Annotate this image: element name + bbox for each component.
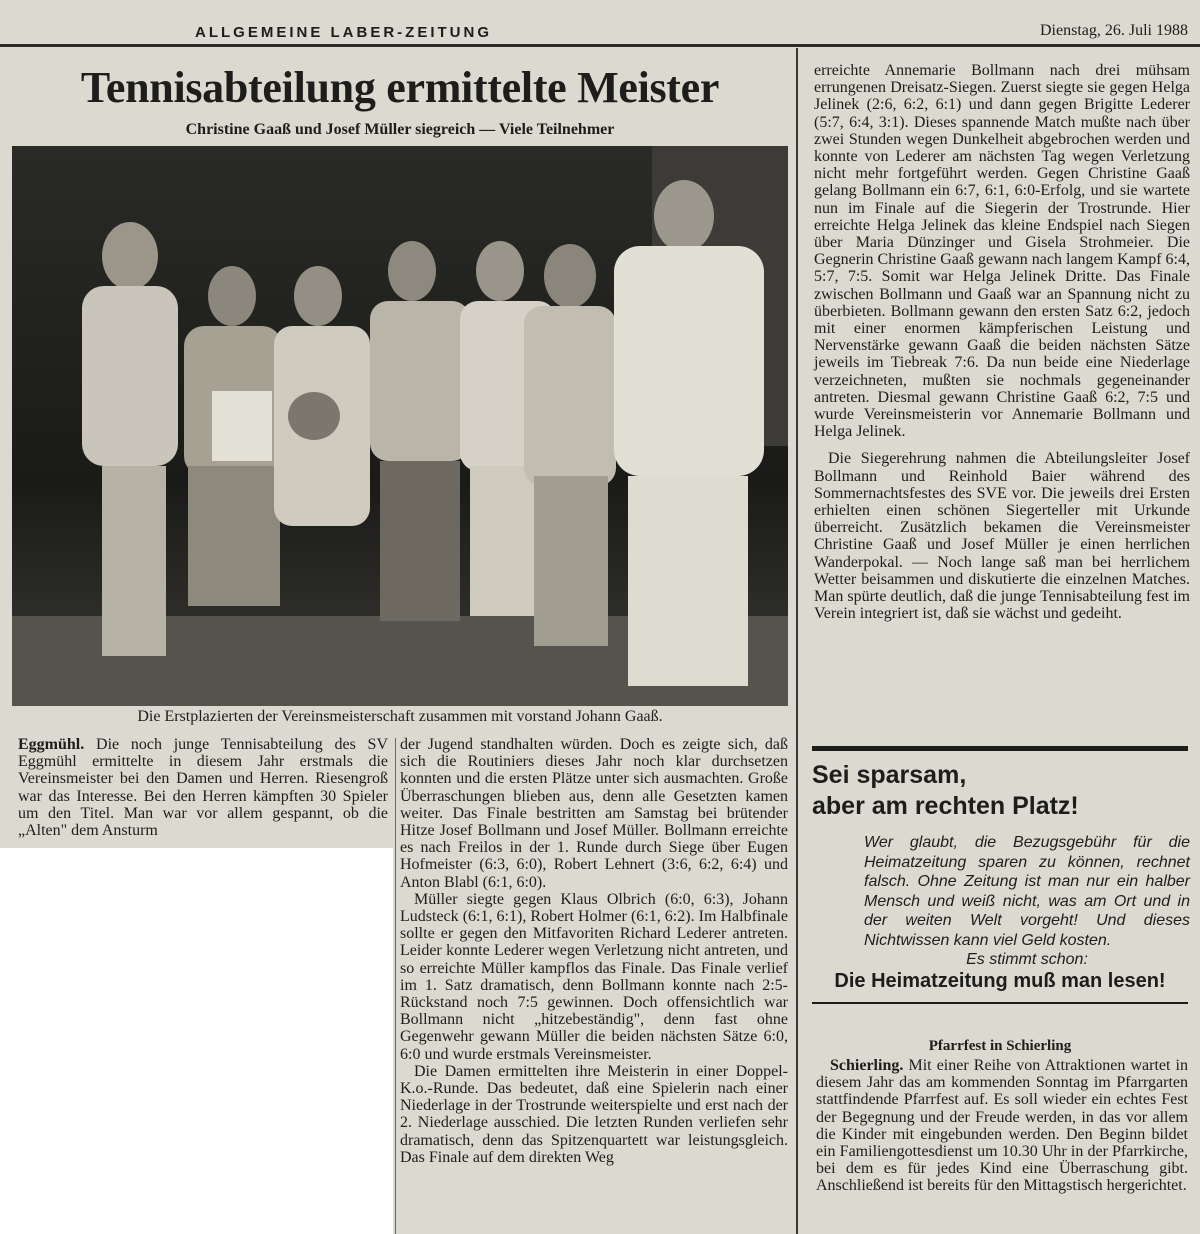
article-dateline: Eggmühl.	[18, 736, 85, 753]
ad-title	[812, 760, 1188, 822]
article-column-2	[400, 736, 788, 1166]
ad-title-line: Sei sparsam,	[812, 761, 967, 789]
short-item-body	[816, 1057, 1188, 1195]
article-paragraph: der Jugend standhalten würden. Doch es zeigte sich, daß sich die Routiniers dieses Jahr noch klar durchsetzen konnten und die ersten Plätze unter sich ausmachten. Große Überraschungen blieben aus, denn alle Gesetzten kamen weiter. Das Finale bestritten am Samstag bei brütender Hitze Josef Bollmann und Josef Müller. Bollmann erreichte es nach Freilos in der 1. Runde durch Siege über Eugen Hofmeister (6:3, 6:0), Robert Lehnert (3:6, 6:2, 6:4) und Anton Blabl (6:1, 6:0).	[400, 736, 788, 891]
short-item-title: Pfarrfest in Schierling	[928, 1038, 1072, 1054]
group-photo-image	[12, 146, 788, 706]
ad-bottom-rule	[812, 1002, 1188, 1004]
ad-closing: Es stimmt schon:	[966, 951, 1088, 968]
ad-top-rule	[812, 746, 1188, 751]
issue-date: Dienstag, 26. Juli 1988	[1040, 22, 1188, 39]
photo-caption: Die Erstplazierten der Vereinsmeisterschaft zusammen mit vorstand Johann Gaaß.	[137, 708, 663, 725]
newspaper-name: ALLGEMEINE LABER-ZEITUNG	[195, 24, 492, 41]
blank-area	[0, 848, 393, 1234]
article-paragraph: Die noch junge Tennisabteilung des SV Eggmühl ermittelte in diesem Jahr erstmals die Vereinsmeister bei den Damen und Herren. Riesengroß war das Interesse. Bei den Herren kämpften 30 Spieler um den Titel. Man war vor allem gespannt, ob die „Alten" dem Ansturm	[18, 736, 389, 840]
column-divider-right	[796, 48, 798, 1234]
short-item-dateline: Schierling.	[830, 1057, 904, 1074]
article-paragraph: Die Damen ermittelten ihre Meisterin in einer Doppel-K.o.-Runde. Das bedeutet, daß eine Spielerin nach einer Niederlage in der Trostrunde weiterspielte und erst nach der 2. Niederlage ausschied. Die letzten Runden verliefen sehr dramatisch, denn das Spitzenquartett war leistungsgleich. Das Finale auf dem direkten Weg	[400, 1062, 788, 1166]
article-headline: Tennisabteilung ermittelte Meister	[80, 63, 720, 112]
article-paragraph: Müller siegte gegen Klaus Olbrich (6:0, 6:3), Johann Ludsteck (6:1, 6:1), Robert Holmer (6:1, 6:2). Im Halbfinale sollte er gegen den Mitfavoriten Richard Lederer antreten. Leider konnte Lederer wegen Verletzung nicht antreten, und so erreichte Müller kampflos das Finale. Das Finale verlief im 1. Satz dramatisch, denn Bollmann konnte nach 2:5-Rückstand noch 7:5 gewinnen. Doch offensichtlich war Bollmann nicht „hitzebeständig", denn fast ohne Gegenwehr gewann Müller die beiden nächsten Sätze 6:0, 6:0 und wurde erstmals Vereinsmeister.	[400, 890, 788, 1063]
article-paragraph: Die Siegerehrung nahmen die Abteilungsleiter Josef Bollmann und Reinhold Baier während des Sommernachtsfestes des SVE vor. Die jeweils drei Ersten erhielten einen schönen Siegerteller mit Urkunde überreicht. Zusätzlich bekamen die Vereinsmeister Christine Gaaß und Josef Müller je einen herrlichen Wanderpokal. — Noch lange saß man bei herrlichem Wetter beisammen und diskutierte die einzelnen Matches. Man spürte deutlich, daß die junge Tennisabteilung fest im Verein integriert ist, daß sie wächst und gedeiht.	[814, 450, 1190, 623]
article-column-3	[814, 62, 1190, 623]
ad-slogan: Die Heimatzeitung muß man lesen!	[834, 970, 1166, 992]
column-divider-left	[395, 738, 396, 1234]
group-photo	[12, 146, 788, 706]
short-item-text: Mit einer Reihe von Attraktionen wartet in diesem Jahr das am kommenden Sonntag im Pfarrgarten stattfindende Pfarrfest auf. Es soll wieder ein echtes Fest der Begegnung und der Freude werden, in das vor allem die Kinder mit eingebunden werden. Den Beginn bildet ein Familiengottesdienst um 10.30 Uhr in der Pfarrkirche, bei dem es für jedes Kind eine Überraschung gibt. Anschließend ist bereits für den Mittagstisch hergerichtet.	[816, 1057, 1188, 1195]
ad-title-line: aber am rechten Platz!	[812, 792, 1079, 820]
article-column-1	[18, 736, 388, 839]
ad-body-text: Wer glaubt, die Bezugsgebühr für die Heimatzeitung sparen zu können, rechnet falsch. Ohne Zeitung ist man nur ein halber Mensch und weiß nicht, was am Ort und in der weiten Welt vorgeht! Und dieses Nichtwissen kann viel Geld kosten.	[864, 834, 1190, 949]
ad-body	[864, 833, 1190, 970]
article-subheadline: Christine Gaaß und Josef Müller siegreich — Viele Teilnehmer	[185, 121, 615, 138]
article-paragraph: erreichte Annemarie Bollmann nach drei mühsam errungenen Dreisatz-Siegen. Zuerst siegte sie gegen Helga Jelinek (2:6, 6:2, 6:1) und dann gegen Brigitte Lederer (5:7, 6:4, 3:1). Dieses spannende Match mußte nach über zwei Stunden wegen Dunkelheit abgebrochen werden und konnte von Lederer am nächsten Tag wegen Verletzung nicht mehr fortgeführt werden. Gegen Christine Gaaß gelang Bollmann ein 6:7, 6:1, 6:0-Erfolg, und sie wartete nun im Finale auf die Siegerin der Trostrunde. Hier erreichte Helga Jelinek das kleine Endspiel nach Siegen über Maria Dünzinger und Gisela Strohmeier. Die Gegnerin Christine Gaaß gewann nach langem Kampf 6:4, 5:7, 7:5. Somit war Helga Jelinek Dritte. Das Finale zwischen Bollmann und Gaaß war an Spannung nicht zu überbieten. Bollmann gewann den ersten Satz 6:2, jedoch mit einer enormen kämpferischen Leistung und Nervenstärke gewann Gaaß die beiden nächsten Sätze jeweils im Tiebreak 7:6. Da nun beide eine Niederlage verzeichneten, mußten sie nochmals gegeneinander antreten. Diesmal gewann Christine Gaaß 6:2, 7:5 und wurde Vereinsmeisterin vor Annemarie Bollmann und Helga Jelinek.	[814, 62, 1190, 441]
masthead-rule	[0, 44, 1200, 47]
